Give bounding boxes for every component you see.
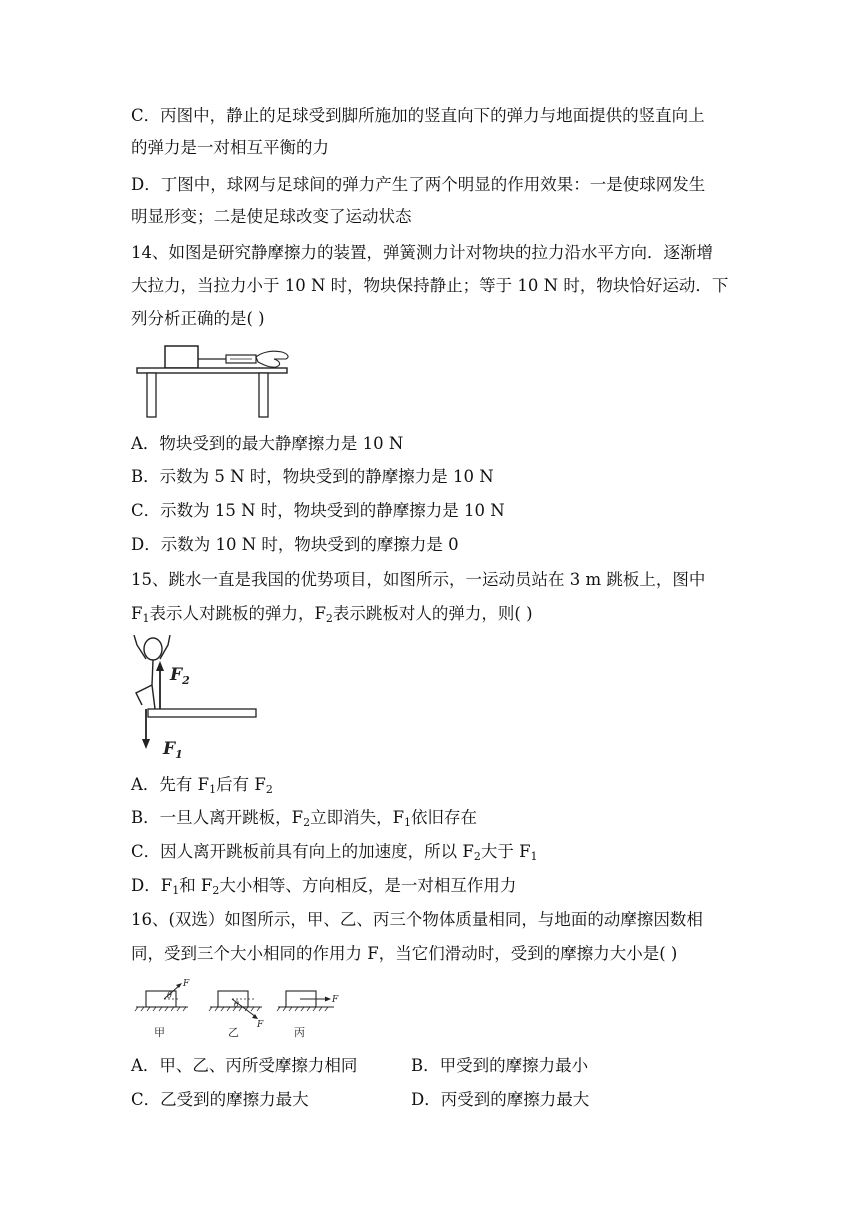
q15-stem-line1: 15、跳水一直是我国的优势项目，如图所示，一运动员站在 3 m 跳板上，图中 (131, 570, 706, 589)
q15-option-a: A．先有 $F_1$后有 $F_2$ (131, 775, 273, 796)
block-yi (209, 991, 264, 1039)
q14-stem-line3: 列分析正确的是( ) (131, 309, 265, 328)
q15-stem-line2: $F_1$表示人对跳板的弹力，$F_2$表示跳板对人的弹力，则( ) (131, 604, 533, 625)
q16-stem-line1: 16、(双选）如图所示，甲、乙、丙三个物体质量相同，与地面的动摩擦因数相 (131, 910, 703, 929)
f2-label: $F_2$ (170, 665, 190, 687)
q16-option-a: A．甲、乙、丙所受摩擦力相同 (131, 1056, 358, 1075)
hand-shape (256, 351, 288, 367)
block-shape (165, 346, 198, 368)
label-yi: 乙 (228, 1026, 239, 1039)
q16-option-d: D．丙受到的摩擦力最大 (411, 1090, 590, 1109)
q14-stem-line1: 14、如图是研究静摩擦力的装置，弹簧测力计对物块的拉力沿水平方向．逐渐增 (131, 243, 713, 262)
q15-option-b: B．一旦人离开跳板，$F_2$立即消失，$F_1$依旧存在 (131, 808, 478, 829)
q16-option-b: B．甲受到的摩擦力最小 (411, 1056, 589, 1075)
svg-text:θ: θ (234, 1000, 239, 1009)
svg-text:F: F (332, 995, 339, 1005)
q15-option-d: D．$F_1$和 $F_2$大小相等、方向相反，是一对相互作用力 (131, 876, 517, 897)
q14-option-b: B．示数为 5 N 时，物块受到的静摩擦力是 10 N (131, 467, 494, 486)
q14-stem-line2: 大拉力，当拉力小于 10 N 时，物块保持静止；等于 10 N 时，物块恰好运动．下 (131, 276, 729, 295)
block-jia (135, 979, 190, 1039)
diver-head (144, 638, 162, 660)
q16-three-blocks-figure (132, 977, 352, 1043)
block-bing (277, 991, 339, 1039)
svg-text:θ: θ (167, 991, 172, 1000)
q13-option-c-line1: C．丙图中，静止的足球受到脚所施加的竖直向下的弹力与地面提供的竖直向上 (131, 106, 705, 125)
q13-option-d-line2: 明显形变；二是使足球改变了运动状态 (131, 207, 412, 226)
q13-option-c-line2: 的弹力是一对相互平衡的力 (131, 138, 329, 157)
diving-board-shape (148, 709, 256, 717)
q15-diving-board-figure (126, 635, 266, 760)
svg-text:F: F (183, 979, 190, 989)
label-jia: 甲 (154, 1026, 165, 1039)
q14-option-c: C．示数为 15 N 时，物块受到的静摩擦力是 10 N (131, 501, 505, 520)
svg-text:F: F (257, 1020, 264, 1030)
q14-static-friction-figure (134, 340, 294, 420)
q16-stem-line2: 同，受到三个大小相同的作用力 F，当它们滑动时，受到的摩擦力大小是( ) (131, 944, 678, 963)
label-bing: 丙 (294, 1026, 305, 1039)
q15-option-c: C．因人离开跳板前具有向上的加速度，所以 $F_2$大于 $F_1$ (131, 842, 538, 863)
q16-option-c: C．乙受到的摩擦力最大 (131, 1090, 309, 1109)
q14-option-a: A．物块受到的最大静摩擦力是 10 N (131, 434, 404, 453)
q14-option-d: D．示数为 10 N 时，物块受到的摩擦力是 0 (131, 535, 459, 554)
q13-option-d-line1: D．丁图中，球网与足球间的弹力产生了两个明显的作用效果：一是使球网发生 (131, 175, 706, 194)
f1-label: $F_1$ (163, 739, 183, 760)
